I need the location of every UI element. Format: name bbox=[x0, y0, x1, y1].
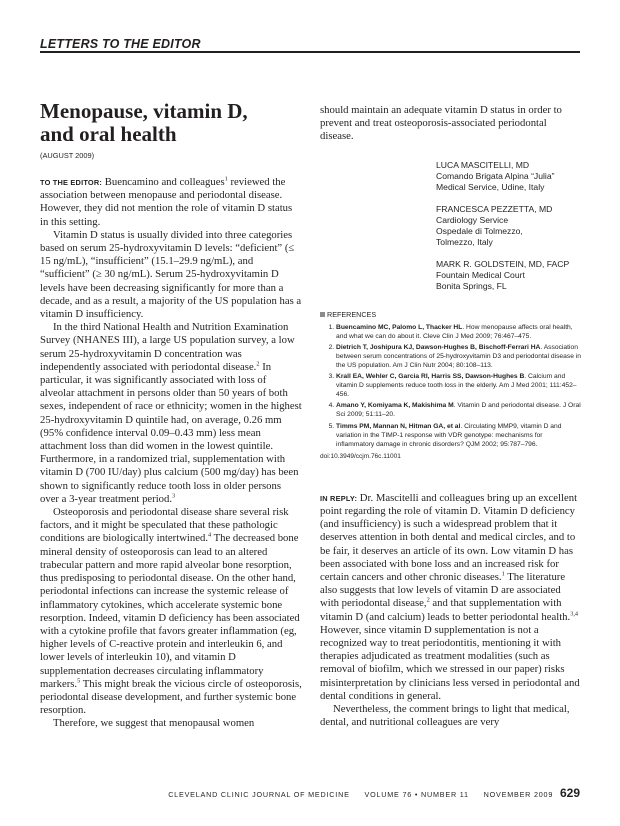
bullet: • bbox=[414, 790, 419, 799]
letter-paragraph-1 bbox=[40, 176, 302, 229]
reference-authors: Amano Y, Komiyama K, Makishima M bbox=[336, 402, 454, 410]
title-line-2: and oral health bbox=[40, 122, 177, 146]
references-heading-label: REFERENCES bbox=[327, 309, 377, 319]
article-date: (AUGUST 2009) bbox=[40, 151, 95, 160]
page-footer bbox=[168, 786, 580, 800]
page-number: 629 bbox=[559, 786, 580, 800]
signature-name: MARK R. GOLDSTEIN, MD, FACP bbox=[436, 258, 570, 269]
reply-text: However, since vitamin D supplementation is not a recognized way to treat periodontitis, mentioning it with therapies adjudicated as treatment modalities (such as removal of biofilm, which we stressed in our paper) risks misinterpretation by clinicians less versed in periodontal and dental conditions in general. bbox=[320, 623, 580, 702]
journal-name: CLEVELAND CLINIC JOURNAL OF MEDICINE bbox=[168, 790, 350, 799]
signature-affiliation: Medical Service, Udine, Italy bbox=[436, 181, 545, 192]
reply-lead-in: IN REPLY: bbox=[320, 493, 358, 503]
reference-item bbox=[336, 323, 582, 341]
signature-3 bbox=[320, 259, 582, 292]
reference-text: . Vitamin D and periodontal disease. J Oral Sci 2009; 51:11–20. bbox=[336, 402, 581, 419]
signature-affiliation: Ospedale di Tolmezzo, bbox=[436, 225, 523, 236]
citation-sup: 2 bbox=[256, 360, 260, 368]
citation-sup: 1 bbox=[501, 570, 505, 578]
article-title bbox=[40, 100, 302, 146]
citation-sup: 5 bbox=[77, 677, 81, 685]
reply-paragraph-2: Nevertheless, the comment brings to light that medical, dental, and nutritional colleagues are very bbox=[320, 703, 570, 729]
reply-text: Dr. Mascitelli and colleagues bring up an excellent point regarding the role of vitamin D. Vitamin D deficiency (and insufficiency) is such a widespread problem that it deserves attention in both dental and medical circles, and to be fair, it deserves an article of its own. Low vitamin D has been associated with bone loss and an increased risk for certain cancers and other chronic diseases. bbox=[320, 491, 578, 584]
letter-text: Buencamino and colleagues bbox=[102, 176, 225, 188]
references-list bbox=[320, 323, 582, 449]
signature-name: LUCA MASCITELLI, MD bbox=[436, 159, 530, 170]
citation-sup: 4 bbox=[208, 531, 212, 539]
reference-text: . Circulating MMP9, vitamin D and variation in the TIMP-1 response with VDR genotype: mechanisms for inflammatory damage in chronic disorders? QJM 2002; 95:787–796. bbox=[336, 422, 562, 448]
reply-paragraph-1 bbox=[320, 492, 582, 703]
reference-item bbox=[336, 401, 582, 419]
letter-text: In the third National Health and Nutrition Examination Survey (NHANES III), a large US population survey, a low serum 25-hydroxyvitamin D concentration was independently associated with periodontal disease. bbox=[40, 321, 295, 373]
reference-text: . Association between serum concentrations of 25-hydroxyvitamin D3 and periodontal disease in the US population. Am J Clin Nutr 2004; 80:108–113. bbox=[336, 343, 581, 369]
doi: doi:10.3949/ccjm.76c.11001 bbox=[320, 452, 401, 460]
citation-sup: 3,4 bbox=[570, 610, 579, 618]
letter-text: Osteoporosis and periodontal disease share several risk factors, and it might be speculated that these pathologic conditions are biologically intertwined. bbox=[40, 506, 289, 545]
volume: VOLUME 76 bbox=[364, 790, 413, 799]
signature-affiliation: Tolmezzo, Italy bbox=[436, 236, 493, 247]
letter-text: The decreased bone mineral density of osteoporosis can lead to an altered trabecular pattern and more rapid alveolar bone resorption, thus predisposing to periodontal disease. On the other hand, periodontal infections can increase the systemic release of inflammatory cytokines, which accelerate systemic bone resorption. Indeed, vitamin D deficiency has been associated with a cytokine profile that favors greater inflammation (eg, higher levels of C-reactive protein and interleukin 6, and lower levels of interleukin 10), and vitamin D supplementation decreases circulating inflammatory markers. bbox=[40, 532, 300, 690]
section-label: LETTERS TO THE EDITOR bbox=[40, 37, 201, 51]
reference-text: . How menopause affects oral health, and what we can do about it. Cleve Clin J Med 2009; 76:467–475. bbox=[336, 323, 573, 340]
letter-paragraph-5-start: Therefore, we suggest that menopausal women bbox=[53, 717, 255, 730]
signature-affiliation: Cardiology Service bbox=[436, 214, 509, 225]
signature-1 bbox=[320, 160, 582, 193]
letter-paragraph-5-continued: should maintain an adequate vitamin D status in order to prevent and treat osteoporosis-associated periodontal disease. bbox=[320, 104, 562, 143]
letter-paragraph-4 bbox=[40, 506, 302, 717]
reference-item bbox=[336, 343, 582, 370]
reference-authors: Timms PM, Mannan N, Hitman GA, et al bbox=[336, 422, 461, 430]
signature-affiliation: Bonita Springs, FL bbox=[436, 280, 507, 291]
citation-sup: 3 bbox=[172, 492, 176, 500]
letter-text: This might break the vicious circle of osteoporosis, periodontal disease development, and further systemic bone resorption. bbox=[40, 677, 302, 717]
citation-sup: 1 bbox=[224, 175, 228, 183]
signature-name: FRANCESCA PEZZETTA, MD bbox=[436, 203, 553, 214]
signature-2 bbox=[320, 204, 582, 248]
issue-number: NUMBER 11 bbox=[421, 790, 469, 799]
section-divider bbox=[40, 51, 580, 53]
reply-text: The literature also suggests that low levels of vitamin D are associated with periodontal disease, bbox=[320, 571, 566, 610]
signature-affiliation: Comando Brigata Alpina “Julia” bbox=[436, 170, 555, 181]
title-line-1: Menopause, vitamin D, bbox=[40, 99, 248, 123]
letter-text: reviewed the association between menopause and periodontal disease. However, they did not mention the role of vitamin D status in this setting. bbox=[40, 176, 293, 228]
left-column bbox=[40, 100, 302, 731]
reference-item bbox=[336, 372, 582, 399]
reference-authors: Dietrich T, Joshipura KJ, Dawson-Hughes B, Bischoff-Ferrari HA bbox=[336, 343, 541, 351]
letter-paragraph-3 bbox=[40, 321, 302, 506]
references-heading bbox=[320, 310, 582, 319]
letter-paragraph-2: Vitamin D status is usually divided into three categories based on serum 25-hydroxyvitamin D levels: “deficient” (≤ 15 ng/mL), “insufficient” (15.1–29.9 ng/mL), and “sufficient” (≥ 30 ng/mL). Serum 25-hydroxyvitamin D levels have been decreasing significantly for more than a decade, and as a result, a majority of the US population has a vitamin D insufficiency. bbox=[40, 228, 302, 321]
signature-affiliation: Fountain Medical Court bbox=[436, 269, 525, 280]
letter-text: In particular, it was significantly associated with loss of alveolar attachment in persons older than 50 years of both sexes, independent of race or ethnicity; women in the highest 25-hydroxyvitamin D quintile had, on average, 0.26 mm (95% confidence interval 0.09–0.43 mm) less mean attachment loss than did women in the lowest quintile. Furthermore, in a randomized trial, supplementation with vitamin D (700 IU/day) plus calcium (500 mg/day) has been shown to significantly reduce tooth loss in older persons over a 3-year treatment period. bbox=[40, 360, 302, 505]
letter-lead-in: TO THE EDITOR: bbox=[40, 178, 103, 187]
reference-authors: Krall EA, Wehler C, Garcia RI, Harris SS, Dawson-Hughes B bbox=[336, 373, 525, 381]
citation-sup: 2 bbox=[426, 596, 430, 604]
square-bullet-icon bbox=[320, 312, 325, 317]
right-column bbox=[320, 104, 582, 729]
reply-text: and that supplementation with vitamin D (and calcium) leads to better periodontal health. bbox=[320, 597, 571, 623]
reference-authors: Buencamino MC, Palomo L, Thacker HL bbox=[336, 323, 463, 331]
reference-item bbox=[336, 422, 582, 449]
reference-text: . Calcium and vitamin D supplements reduce tooth loss in the elderly. Am J Med 2001; 111:452–456. bbox=[336, 373, 577, 399]
issue-date: NOVEMBER 2009 bbox=[483, 790, 554, 799]
